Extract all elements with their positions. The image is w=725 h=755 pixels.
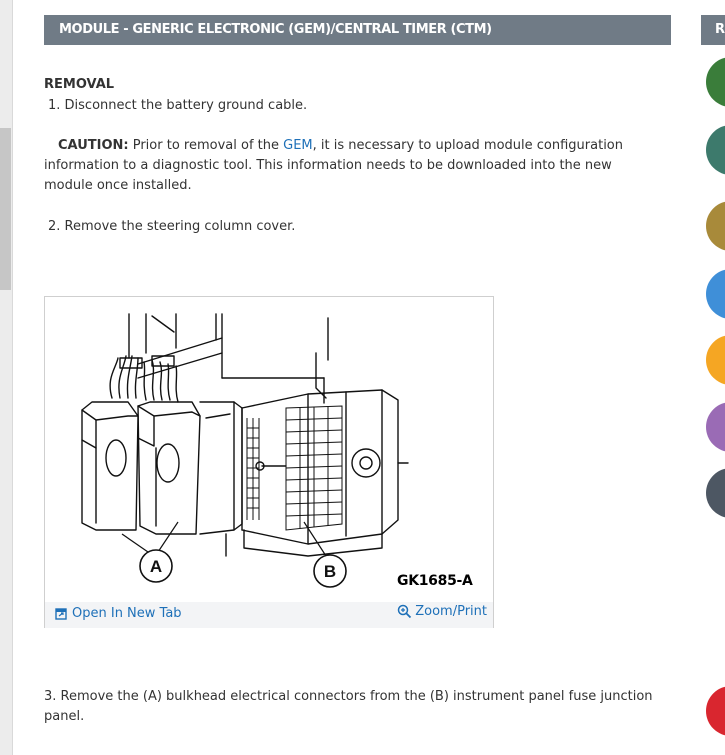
left-scrollbar[interactable] (0, 0, 13, 755)
caution-text-before: Prior to removal of the (128, 138, 284, 153)
teal-category-icon[interactable] (706, 125, 725, 175)
green-category-icon[interactable] (706, 57, 725, 107)
zoom-print-label: Zoom/Print (415, 604, 487, 619)
step-1: 1. Disconnect the battery ground cable. (48, 98, 308, 113)
caution-label: CAUTION: (58, 138, 129, 153)
figure-toolbar (45, 602, 493, 628)
callout-a: A (149, 557, 163, 576)
side-panel-title: R (715, 22, 725, 37)
open-new-tab-icon (55, 608, 67, 620)
step-3: 3. Remove the (A) bulkhead electrical connectors from the (B) instrument panel fuse junction panel. (44, 689, 653, 724)
section-title-bar (44, 15, 671, 45)
figure-panel (44, 296, 494, 628)
caution-note (44, 136, 656, 196)
gold-category-icon[interactable] (706, 201, 725, 251)
scrollbar-thumb[interactable] (0, 128, 11, 290)
caution-text-after: , it is necessary to upload module configuration information to a diagnostic tool. This information needs to be downloaded into the new module once installed. (44, 138, 624, 193)
removal-heading: REMOVAL (44, 77, 115, 92)
blue-category-icon[interactable] (706, 269, 725, 319)
side-panel-title-bar (701, 15, 725, 45)
connector-diagram (46, 298, 492, 598)
purple-category-icon[interactable] (706, 402, 725, 452)
red-category-icon[interactable] (706, 686, 725, 736)
open-in-new-tab-button[interactable] (55, 606, 182, 621)
zoom-in-icon (397, 604, 412, 619)
figure-caption: GK1685-A (397, 573, 473, 589)
open-in-new-tab-label: Open In New Tab (72, 606, 182, 621)
orange-category-icon[interactable] (706, 335, 725, 385)
callout-b: B (323, 562, 337, 581)
slate-category-icon[interactable] (706, 468, 725, 518)
section-title: MODULE - GENERIC ELECTRONIC (GEM)/CENTRAL TIMER (CTM) (59, 22, 492, 37)
zoom-print-button[interactable] (397, 604, 487, 619)
gem-link[interactable]: GEM (283, 138, 313, 153)
step-2: 2. Remove the steering column cover. (48, 219, 296, 234)
